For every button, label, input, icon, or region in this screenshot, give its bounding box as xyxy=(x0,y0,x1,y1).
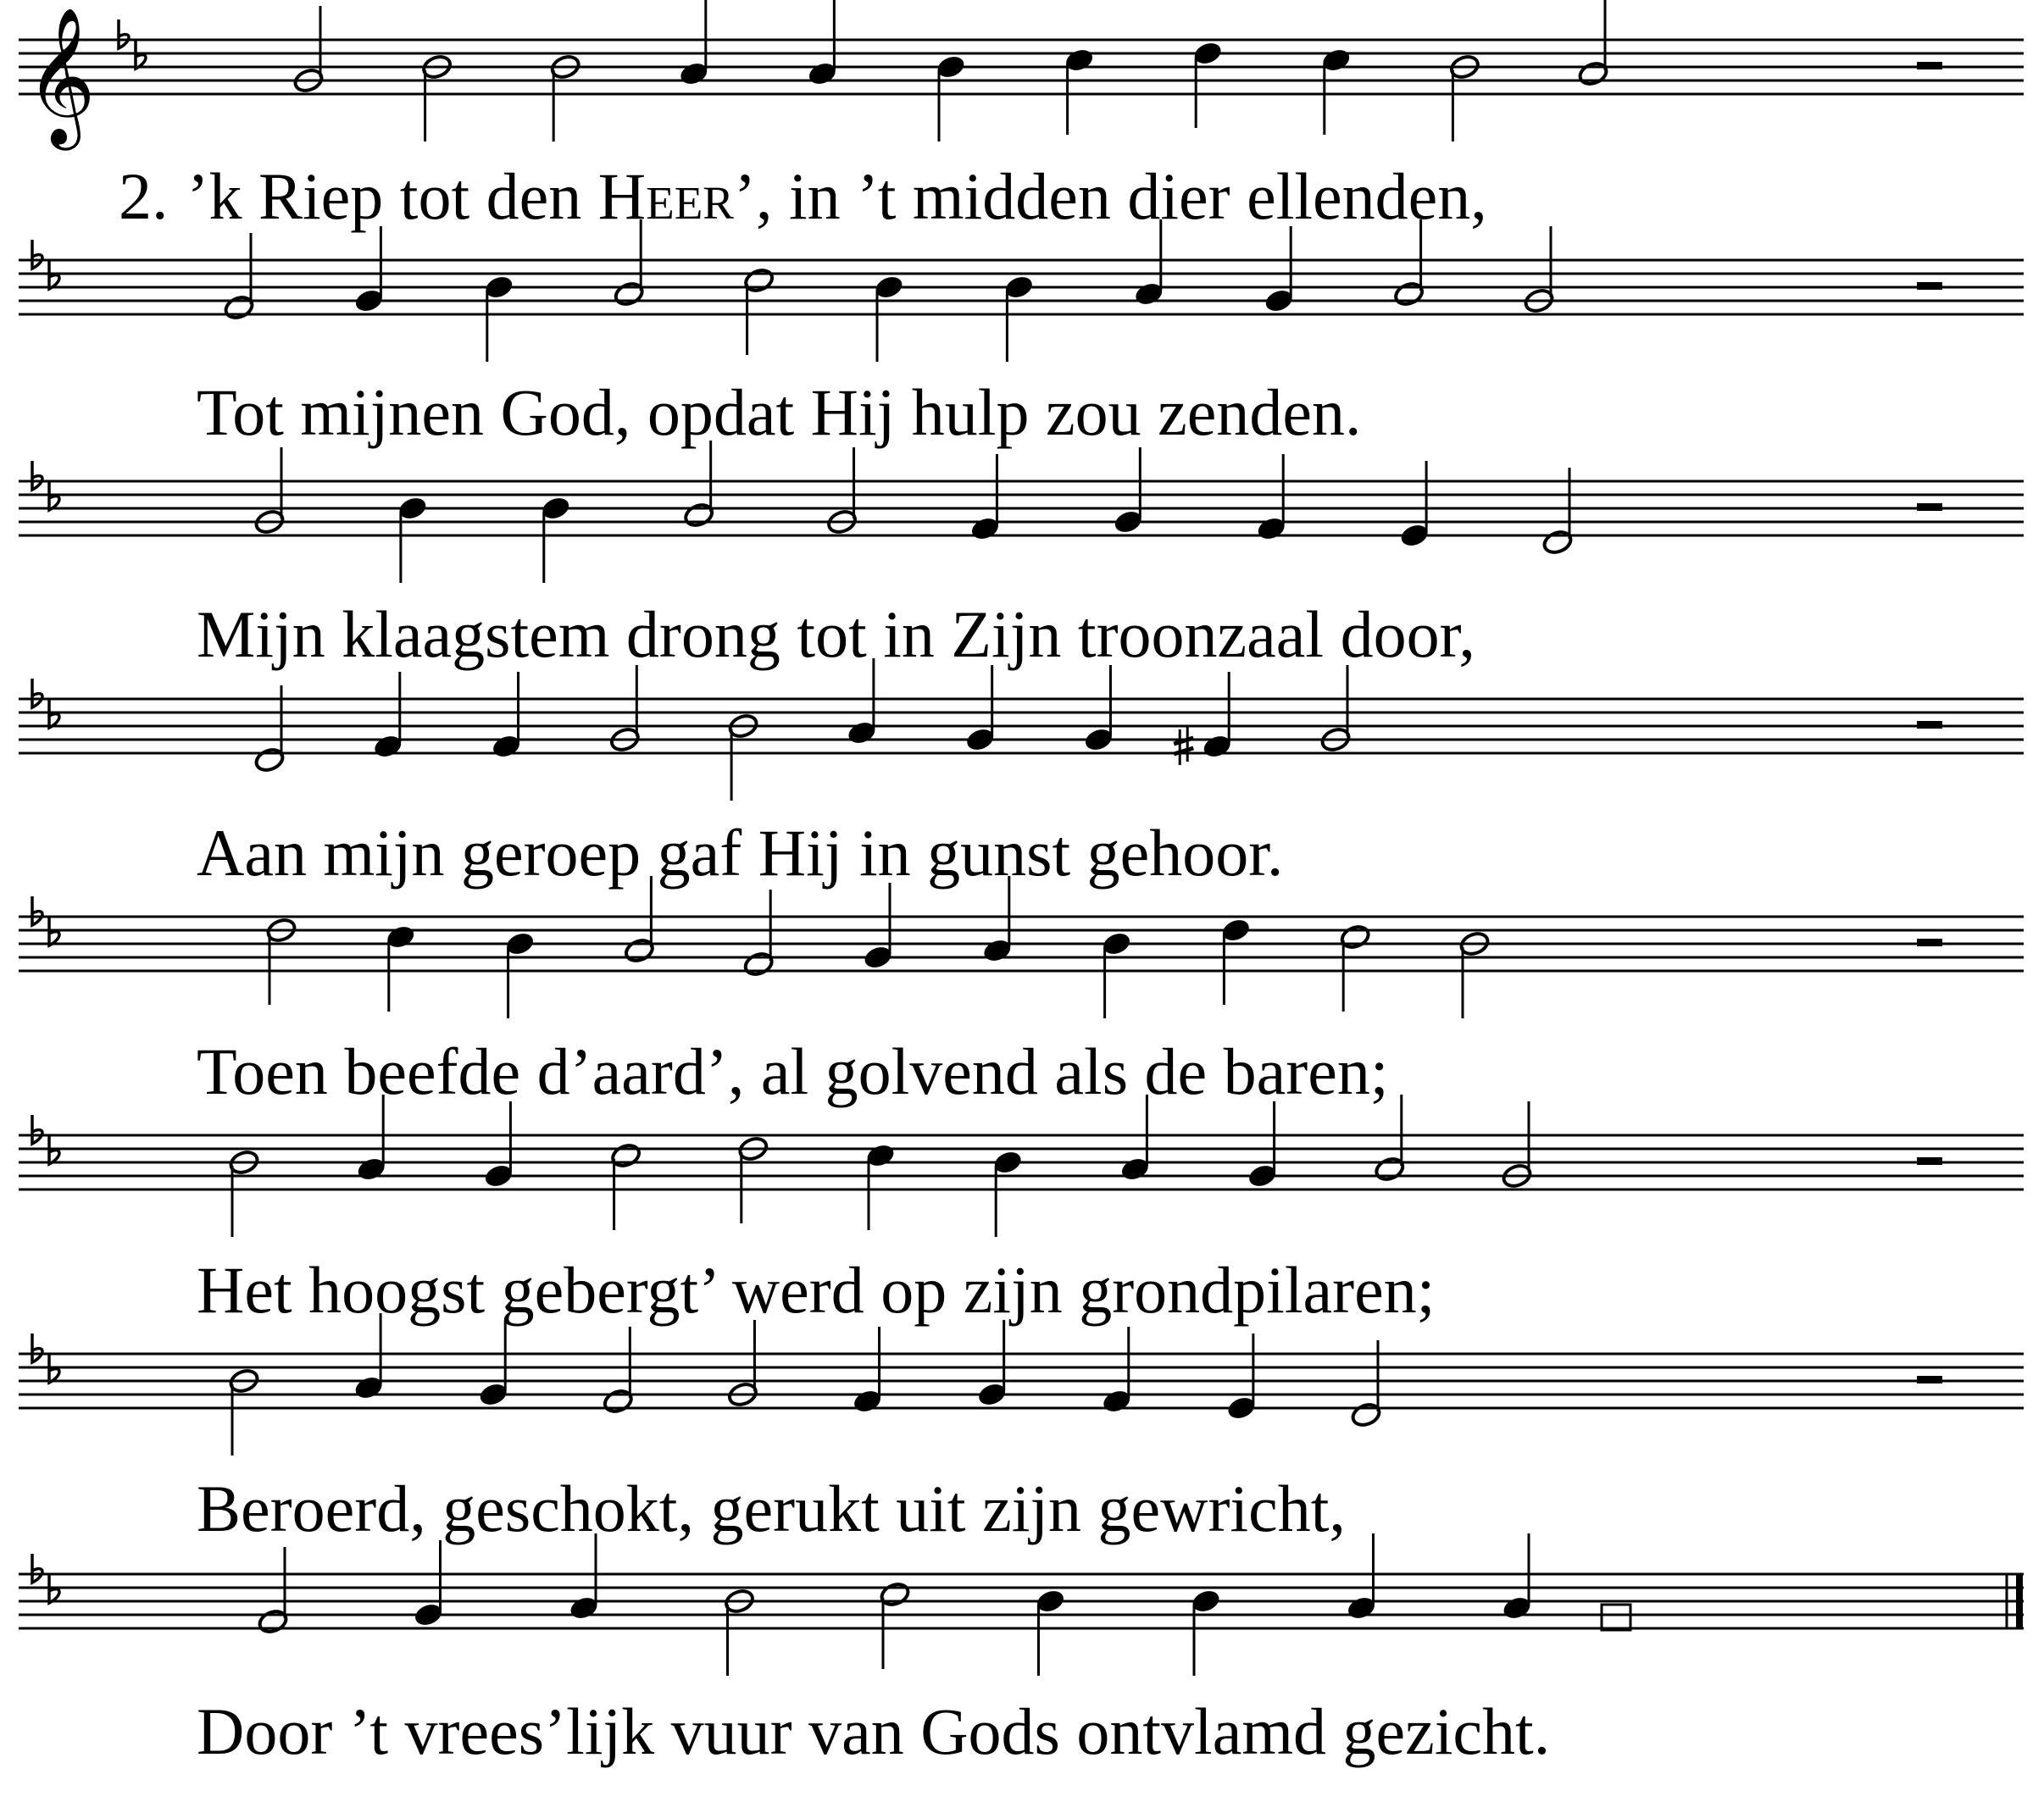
half-rest-icon xyxy=(1917,282,1942,290)
lyric-line-6 xyxy=(197,1253,1436,1327)
flat-icon xyxy=(119,19,129,48)
lyric-text: Tot mijnen God, opdat Hij hulp zou zenden. xyxy=(197,375,1362,449)
lyric-text: ’k Riep tot den Heer’, in ’t midden dier ellenden, xyxy=(186,159,1487,233)
lyric-line-2 xyxy=(197,375,1362,449)
lyric-line-3 xyxy=(197,597,1475,671)
verse-number: 2. xyxy=(119,159,169,233)
lyric-text: Mijn klaagstem drong tot in Zijn troonzaal door, xyxy=(197,597,1475,671)
lyric-line-5 xyxy=(197,1034,1389,1108)
breve-rest-icon xyxy=(1602,1605,1630,1630)
sharp-icon xyxy=(1180,726,1187,765)
flat-icon xyxy=(32,461,42,490)
flat-icon xyxy=(32,240,42,269)
treble-clef-icon: 𝄞 xyxy=(25,7,96,145)
flat-icon xyxy=(32,1333,42,1362)
lyric-text: Het hoogst gebergt’ werd op zijn grondpilaren; xyxy=(197,1253,1436,1327)
half-rest-icon xyxy=(1917,1157,1942,1165)
lyric-line-8 xyxy=(197,1694,1551,1768)
lord-small-caps: Heer xyxy=(597,159,734,233)
lyric-text: Beroerd, geschokt, gerukt uit zijn gewricht, xyxy=(197,1472,1346,1545)
flat-icon xyxy=(32,679,42,707)
half-rest-icon xyxy=(1917,503,1942,511)
half-rest-icon xyxy=(1917,1376,1942,1383)
lyric-line-1 xyxy=(119,159,1487,233)
lyric-line-7 xyxy=(197,1472,1346,1545)
half-rest-icon xyxy=(1917,939,1942,946)
lyric-text: Aan mijn geroep gaf Hij in gunst gehoor. xyxy=(197,816,1284,890)
flat-icon xyxy=(32,1554,42,1583)
lyric-line-4 xyxy=(197,816,1284,890)
flat-icon xyxy=(32,1115,42,1144)
lyric-text: Toen beefde d’aard’, al golvend als de baren; xyxy=(197,1034,1389,1108)
half-rest-icon xyxy=(1917,62,1942,69)
lyric-text: Door ’t vrees’lijk vuur van Gods ontvlamd gezicht. xyxy=(197,1694,1551,1768)
flat-icon xyxy=(32,896,42,925)
half-rest-icon xyxy=(1917,721,1942,729)
